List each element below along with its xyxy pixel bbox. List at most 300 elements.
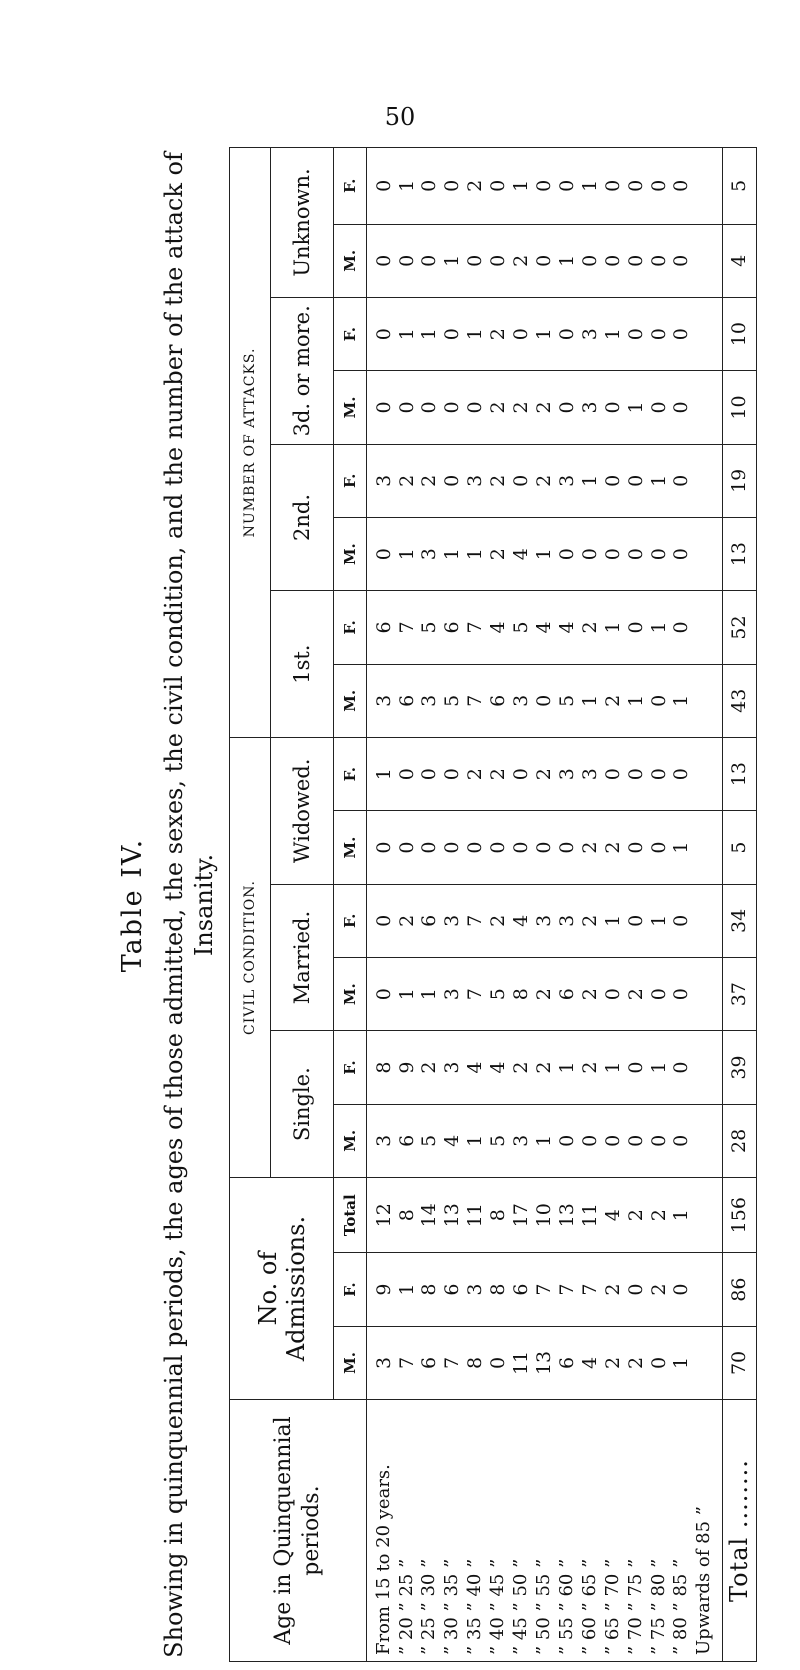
value-cell: 3 <box>578 401 601 414</box>
value-cell <box>693 1178 716 1252</box>
value-cell: 2 <box>578 988 601 1001</box>
widowed-m-values <box>367 811 723 884</box>
value-cell: 2 <box>487 914 510 927</box>
value-cell: 6 <box>372 621 395 634</box>
single-m-values <box>367 1104 723 1177</box>
value-cell: 1 <box>372 768 395 781</box>
married-m-values <box>367 958 723 1031</box>
value-cell: 4 <box>578 1356 601 1369</box>
value-cell: 0 <box>670 1283 693 1296</box>
value-cell: 2 <box>464 179 487 192</box>
value-cell: 6 <box>418 1356 441 1369</box>
value-cell <box>693 591 716 663</box>
value-cell <box>693 958 716 1030</box>
value-cell: 6 <box>510 1283 533 1296</box>
single-m-header: M. <box>334 1104 367 1177</box>
value-cell: 8 <box>372 1061 395 1074</box>
value-cell: 7 <box>533 1283 555 1296</box>
value-cell: 13 <box>555 1203 578 1228</box>
value-cell: 2 <box>578 1061 601 1074</box>
value-cell: 0 <box>487 254 510 267</box>
value-cell: 5 <box>418 1134 441 1147</box>
value-cell: 0 <box>601 179 624 192</box>
value-cell: 0 <box>647 401 670 414</box>
value-cell: 0 <box>555 401 578 414</box>
value-cell: 1 <box>441 548 464 561</box>
value-cell: 2 <box>418 474 441 487</box>
value-cell: 8 <box>418 1283 441 1296</box>
value-cell: 0 <box>441 328 464 341</box>
civil-condition-header: CIVIL CONDITION. <box>230 737 271 1177</box>
value-cell: 2 <box>533 768 555 781</box>
value-cell <box>693 1253 716 1325</box>
value-cell: 0 <box>418 179 441 192</box>
value-cell: 6 <box>555 1356 578 1369</box>
total-adm-f: 86 <box>722 1253 756 1326</box>
third-m-header: M. <box>334 371 367 444</box>
statistics-table <box>229 147 757 1662</box>
adm-total-values <box>367 1178 723 1253</box>
value-cell: 0 <box>372 254 395 267</box>
value-cell: 3 <box>418 694 441 707</box>
number-of-attacks-header: NUMBER OF ATTACKS. <box>230 148 271 738</box>
value-cell: 0 <box>624 328 647 341</box>
value-cell: 9 <box>395 1061 418 1074</box>
total-married-m: 37 <box>722 958 756 1031</box>
value-cell: 4 <box>555 621 578 634</box>
adm-f-values <box>367 1253 723 1326</box>
unknown-attack-header: Unknown. <box>271 148 334 298</box>
total-adm-m: 70 <box>722 1326 756 1399</box>
single-header: Single. <box>271 1031 334 1178</box>
total-first-m: 43 <box>722 664 756 737</box>
married-m-header: M. <box>334 958 367 1031</box>
value-cell: 7 <box>441 1356 464 1369</box>
value-cell: 5 <box>555 694 578 707</box>
value-cell: 0 <box>395 254 418 267</box>
value-cell: 0 <box>372 988 395 1001</box>
value-cell: 1 <box>395 328 418 341</box>
value-cell: 2 <box>578 841 601 854</box>
value-cell: 0 <box>372 328 395 341</box>
third-attack-header: 3d. or more. <box>271 297 334 444</box>
value-cell: 6 <box>395 1134 418 1147</box>
value-cell <box>693 885 716 957</box>
age-period-row: Upwards of 85 ” <box>693 1506 715 1655</box>
value-cell: 11 <box>464 1203 487 1228</box>
value-cell: 6 <box>441 621 464 634</box>
value-cell: 5 <box>510 621 533 634</box>
value-cell: 4 <box>487 1061 510 1074</box>
value-cell: 7 <box>464 621 487 634</box>
value-cell: 0 <box>441 768 464 781</box>
value-cell: 5 <box>441 694 464 707</box>
age-header: Age in Quinquennial periods. <box>230 1400 367 1662</box>
adm-m-values <box>367 1326 723 1399</box>
value-cell: 0 <box>510 768 533 781</box>
value-cell: 2 <box>578 914 601 927</box>
value-cell <box>693 1105 716 1177</box>
value-cell: 0 <box>464 841 487 854</box>
value-cell: 0 <box>464 401 487 414</box>
value-cell: 0 <box>601 548 624 561</box>
total-single-f: 39 <box>722 1031 756 1104</box>
widowed-m-header: M. <box>334 811 367 884</box>
value-cell: 2 <box>647 1283 670 1296</box>
value-cell: 3 <box>555 914 578 927</box>
value-cell: 0 <box>533 254 555 267</box>
first-attack-header: 1st. <box>271 591 334 738</box>
value-cell: 0 <box>510 328 533 341</box>
widowed-f-header: F. <box>334 737 367 810</box>
value-cell: 6 <box>487 694 510 707</box>
value-cell: 2 <box>601 841 624 854</box>
value-cell: 0 <box>624 254 647 267</box>
value-cell: 1 <box>601 1061 624 1074</box>
third-m-values <box>367 371 723 444</box>
total-unknown-m: 4 <box>722 224 756 297</box>
value-cell: 2 <box>601 1283 624 1296</box>
total-adm-total: 156 <box>722 1178 756 1253</box>
value-cell: 2 <box>533 474 555 487</box>
total-third-m: 10 <box>722 371 756 444</box>
value-cell: 6 <box>395 694 418 707</box>
widowed-f-values <box>367 737 723 810</box>
value-cell: 0 <box>418 841 441 854</box>
value-cell: 0 <box>624 548 647 561</box>
value-cell: 0 <box>647 179 670 192</box>
value-cell: 4 <box>487 621 510 634</box>
value-cell: 3 <box>464 1283 487 1296</box>
value-cell: 8 <box>464 1356 487 1369</box>
value-cell: 0 <box>670 474 693 487</box>
rotated-table-page <box>115 140 775 1670</box>
age-period-row: ” 65 ” 70 ” <box>601 1558 623 1655</box>
unknown-f-values <box>367 148 723 225</box>
value-cell: 6 <box>555 988 578 1001</box>
value-cell: 3 <box>578 768 601 781</box>
value-cell <box>693 738 716 810</box>
value-cell: 0 <box>624 621 647 634</box>
value-cell: 0 <box>601 254 624 267</box>
value-cell: 0 <box>510 474 533 487</box>
value-cell: 0 <box>555 841 578 854</box>
total-married-f: 34 <box>722 884 756 957</box>
value-cell: 1 <box>670 694 693 707</box>
value-cell: 2 <box>624 988 647 1001</box>
value-cell: 1 <box>464 548 487 561</box>
value-cell: 0 <box>601 768 624 781</box>
married-header: Married. <box>271 884 334 1031</box>
age-period-row: ” 60 ” 65 ” <box>578 1558 600 1655</box>
value-cell: 3 <box>555 474 578 487</box>
total-widowed-m: 5 <box>722 811 756 884</box>
value-cell: 0 <box>624 1134 647 1147</box>
value-cell: 0 <box>670 1134 693 1147</box>
value-cell: 0 <box>670 179 693 192</box>
third-f-values <box>367 297 723 370</box>
total-second-f: 19 <box>722 444 756 517</box>
value-cell: 4 <box>441 1134 464 1147</box>
value-cell: 0 <box>441 474 464 487</box>
value-cell: 2 <box>510 254 533 267</box>
value-cell: 0 <box>647 841 670 854</box>
first-m-values <box>367 664 723 737</box>
value-cell: 3 <box>533 914 555 927</box>
value-cell: 11 <box>578 1203 601 1228</box>
value-cell: 1 <box>624 694 647 707</box>
value-cell: 0 <box>372 401 395 414</box>
value-cell: 0 <box>670 914 693 927</box>
value-cell: 4 <box>464 1061 487 1074</box>
age-period-row: ” 80 ” 85 ” <box>670 1558 692 1655</box>
value-cell: 0 <box>395 401 418 414</box>
first-f-header: F. <box>334 591 367 664</box>
total-unknown-f: 5 <box>722 148 756 225</box>
value-cell: 1 <box>647 621 670 634</box>
value-cell: 2 <box>533 401 555 414</box>
value-cell: 2 <box>487 548 510 561</box>
single-f-header: F. <box>334 1031 367 1104</box>
value-cell: 1 <box>578 694 601 707</box>
age-period-row: ” 70 ” 75 ” <box>624 1558 646 1655</box>
value-cell: 0 <box>372 841 395 854</box>
value-cell: 1 <box>624 401 647 414</box>
value-cell: 1 <box>670 1356 693 1369</box>
total-first-f: 52 <box>722 591 756 664</box>
value-cell: 0 <box>624 1061 647 1074</box>
value-cell: 0 <box>624 768 647 781</box>
value-cell: 0 <box>418 401 441 414</box>
value-cell <box>693 371 716 443</box>
value-cell: 7 <box>395 621 418 634</box>
value-cell: 1 <box>647 474 670 487</box>
value-cell: 4 <box>510 548 533 561</box>
value-cell: 0 <box>418 768 441 781</box>
value-cell: 1 <box>533 328 555 341</box>
unknown-f-header: F. <box>334 148 367 225</box>
value-cell: 1 <box>647 914 670 927</box>
adm-f-header: F. <box>334 1253 367 1326</box>
age-period-row: From 15 to 20 years. <box>372 1464 394 1655</box>
value-cell: 12 <box>372 1203 395 1228</box>
value-cell: 2 <box>601 694 624 707</box>
value-cell: 6 <box>418 914 441 927</box>
value-cell: 14 <box>418 1203 441 1228</box>
value-cell: 0 <box>670 548 693 561</box>
value-cell: 13 <box>533 1350 555 1376</box>
admissions-header: No. of Admissions. <box>230 1178 334 1400</box>
value-cell: 0 <box>555 1134 578 1147</box>
value-cell: 3 <box>441 988 464 1001</box>
value-cell: 0 <box>578 1134 601 1147</box>
value-cell <box>693 518 716 590</box>
value-cell: 1 <box>578 179 601 192</box>
value-cell: 0 <box>670 254 693 267</box>
value-cell: 8 <box>487 1209 510 1222</box>
value-cell: 0 <box>647 1356 670 1369</box>
value-cell: 7 <box>395 1356 418 1369</box>
total-label: Total ........ <box>722 1400 756 1662</box>
value-cell: 0 <box>555 328 578 341</box>
value-cell: 1 <box>670 841 693 854</box>
second-f-header: F. <box>334 444 367 517</box>
value-cell <box>693 1031 716 1103</box>
value-cell: 1 <box>578 474 601 487</box>
value-cell: 0 <box>647 694 670 707</box>
age-period-row: ” 30 ” 35 ” <box>441 1558 463 1655</box>
value-cell: 1 <box>395 988 418 1001</box>
value-cell: 0 <box>578 254 601 267</box>
value-cell: 5 <box>487 1134 510 1147</box>
age-period-row: ” 50 ” 55 ” <box>533 1558 554 1655</box>
value-cell: 0 <box>555 179 578 192</box>
value-cell <box>693 445 716 517</box>
value-cell: 0 <box>601 401 624 414</box>
value-cell: 2 <box>487 474 510 487</box>
value-cell: 1 <box>395 179 418 192</box>
total-third-f: 10 <box>722 297 756 370</box>
value-cell: 0 <box>555 548 578 561</box>
value-cell: 11 <box>510 1350 533 1376</box>
age-period-row: ” 25 ” 30 ” <box>418 1558 440 1655</box>
second-m-header: M. <box>334 517 367 590</box>
value-cell: 2 <box>487 401 510 414</box>
value-cell: 0 <box>647 1134 670 1147</box>
value-cell: 3 <box>372 474 395 487</box>
age-periods-cell <box>367 1400 723 1662</box>
value-cell: 1 <box>555 254 578 267</box>
value-cell: 0 <box>670 768 693 781</box>
value-cell: 6 <box>441 1283 464 1296</box>
value-cell: 0 <box>487 1356 510 1369</box>
widowed-header: Widowed. <box>271 737 334 884</box>
age-period-row: ” 40 ” 45 ” <box>487 1558 509 1655</box>
value-cell: 0 <box>395 768 418 781</box>
value-cell: 0 <box>487 179 510 192</box>
value-cell: 0 <box>670 401 693 414</box>
value-cell: 1 <box>601 328 624 341</box>
value-cell <box>693 148 716 224</box>
value-cell: 1 <box>464 328 487 341</box>
value-cell: 0 <box>533 694 555 707</box>
table-title: Table IV. <box>117 837 148 973</box>
value-cell <box>693 225 716 297</box>
value-cell: 0 <box>670 1061 693 1074</box>
value-cell: 2 <box>624 1356 647 1369</box>
value-cell: 1 <box>464 1134 487 1147</box>
value-cell: 2 <box>510 401 533 414</box>
value-cell: 2 <box>395 474 418 487</box>
age-period-row: ” 45 ” 50 ” <box>510 1558 532 1655</box>
second-attack-header: 2nd. <box>271 444 334 591</box>
value-cell: 1 <box>418 988 441 1001</box>
value-cell: 5 <box>487 988 510 1001</box>
total-second-m: 13 <box>722 517 756 590</box>
value-cell <box>693 1327 716 1399</box>
value-cell: 2 <box>647 1209 670 1222</box>
value-cell: 3 <box>441 1061 464 1074</box>
age-period-row: ” 75 ” 80 ” <box>647 1558 669 1655</box>
value-cell: 13 <box>441 1203 464 1228</box>
value-cell: 8 <box>487 1283 510 1296</box>
value-cell: 0 <box>601 1134 624 1147</box>
value-cell: 2 <box>487 768 510 781</box>
value-cell: 5 <box>418 621 441 634</box>
value-cell: 1 <box>395 1283 418 1296</box>
married-f-header: F. <box>334 884 367 957</box>
value-cell: 1 <box>670 1209 693 1222</box>
value-cell: 0 <box>647 988 670 1001</box>
table-caption: Showing in quinquennial periods, the ages of those admitted, the sexes, the civil condition, and the number of the attack of Insanity. <box>160 152 218 1658</box>
value-cell: 0 <box>601 474 624 487</box>
first-f-values <box>367 591 723 664</box>
value-cell: 0 <box>624 179 647 192</box>
value-cell: 2 <box>601 1356 624 1369</box>
single-f-values <box>367 1031 723 1104</box>
value-cell: 3 <box>464 474 487 487</box>
value-cell: 0 <box>510 841 533 854</box>
value-cell: 2 <box>464 768 487 781</box>
second-f-values <box>367 444 723 517</box>
total-widowed-f: 13 <box>722 737 756 810</box>
value-cell: 0 <box>533 179 555 192</box>
value-cell: 0 <box>441 841 464 854</box>
value-cell: 3 <box>510 694 533 707</box>
value-cell: 3 <box>372 1356 395 1369</box>
value-cell: 1 <box>601 914 624 927</box>
value-cell: 1 <box>441 254 464 267</box>
unknown-m-values <box>367 224 723 297</box>
value-cell: 3 <box>372 694 395 707</box>
value-cell: 0 <box>372 914 395 927</box>
value-cell: 0 <box>441 401 464 414</box>
value-cell: 7 <box>464 988 487 1001</box>
value-cell: 0 <box>578 548 601 561</box>
first-m-header: M. <box>334 664 367 737</box>
value-cell <box>693 665 716 737</box>
age-period-row: ” 20 ” 25 ” <box>395 1558 417 1655</box>
value-cell: 1 <box>510 179 533 192</box>
value-cell: 0 <box>533 841 555 854</box>
value-cell: 9 <box>372 1283 395 1296</box>
value-cell <box>693 298 716 370</box>
value-cell: 0 <box>487 841 510 854</box>
value-cell: 2 <box>533 1061 555 1074</box>
age-period-row: ” 55 ” 60 ” <box>555 1558 577 1655</box>
value-cell: 0 <box>647 768 670 781</box>
value-cell: 7 <box>578 1283 601 1296</box>
value-cell: 1 <box>395 548 418 561</box>
value-cell: 3 <box>441 914 464 927</box>
married-f-values <box>367 884 723 957</box>
age-period-row: ” 35 ” 40 ” <box>464 1558 486 1655</box>
value-cell: 0 <box>624 841 647 854</box>
value-cell: 17 <box>510 1203 533 1228</box>
value-cell: 0 <box>670 328 693 341</box>
value-cell: 0 <box>372 179 395 192</box>
value-cell: 4 <box>510 914 533 927</box>
value-cell: 0 <box>464 254 487 267</box>
value-cell: 7 <box>464 914 487 927</box>
value-cell: 7 <box>464 694 487 707</box>
value-cell: 8 <box>510 988 533 1001</box>
value-cell: 0 <box>624 914 647 927</box>
adm-total-header: Total <box>334 1178 367 1253</box>
value-cell: 2 <box>624 1209 647 1222</box>
third-f-header: F. <box>334 297 367 370</box>
value-cell: 2 <box>533 988 555 1001</box>
